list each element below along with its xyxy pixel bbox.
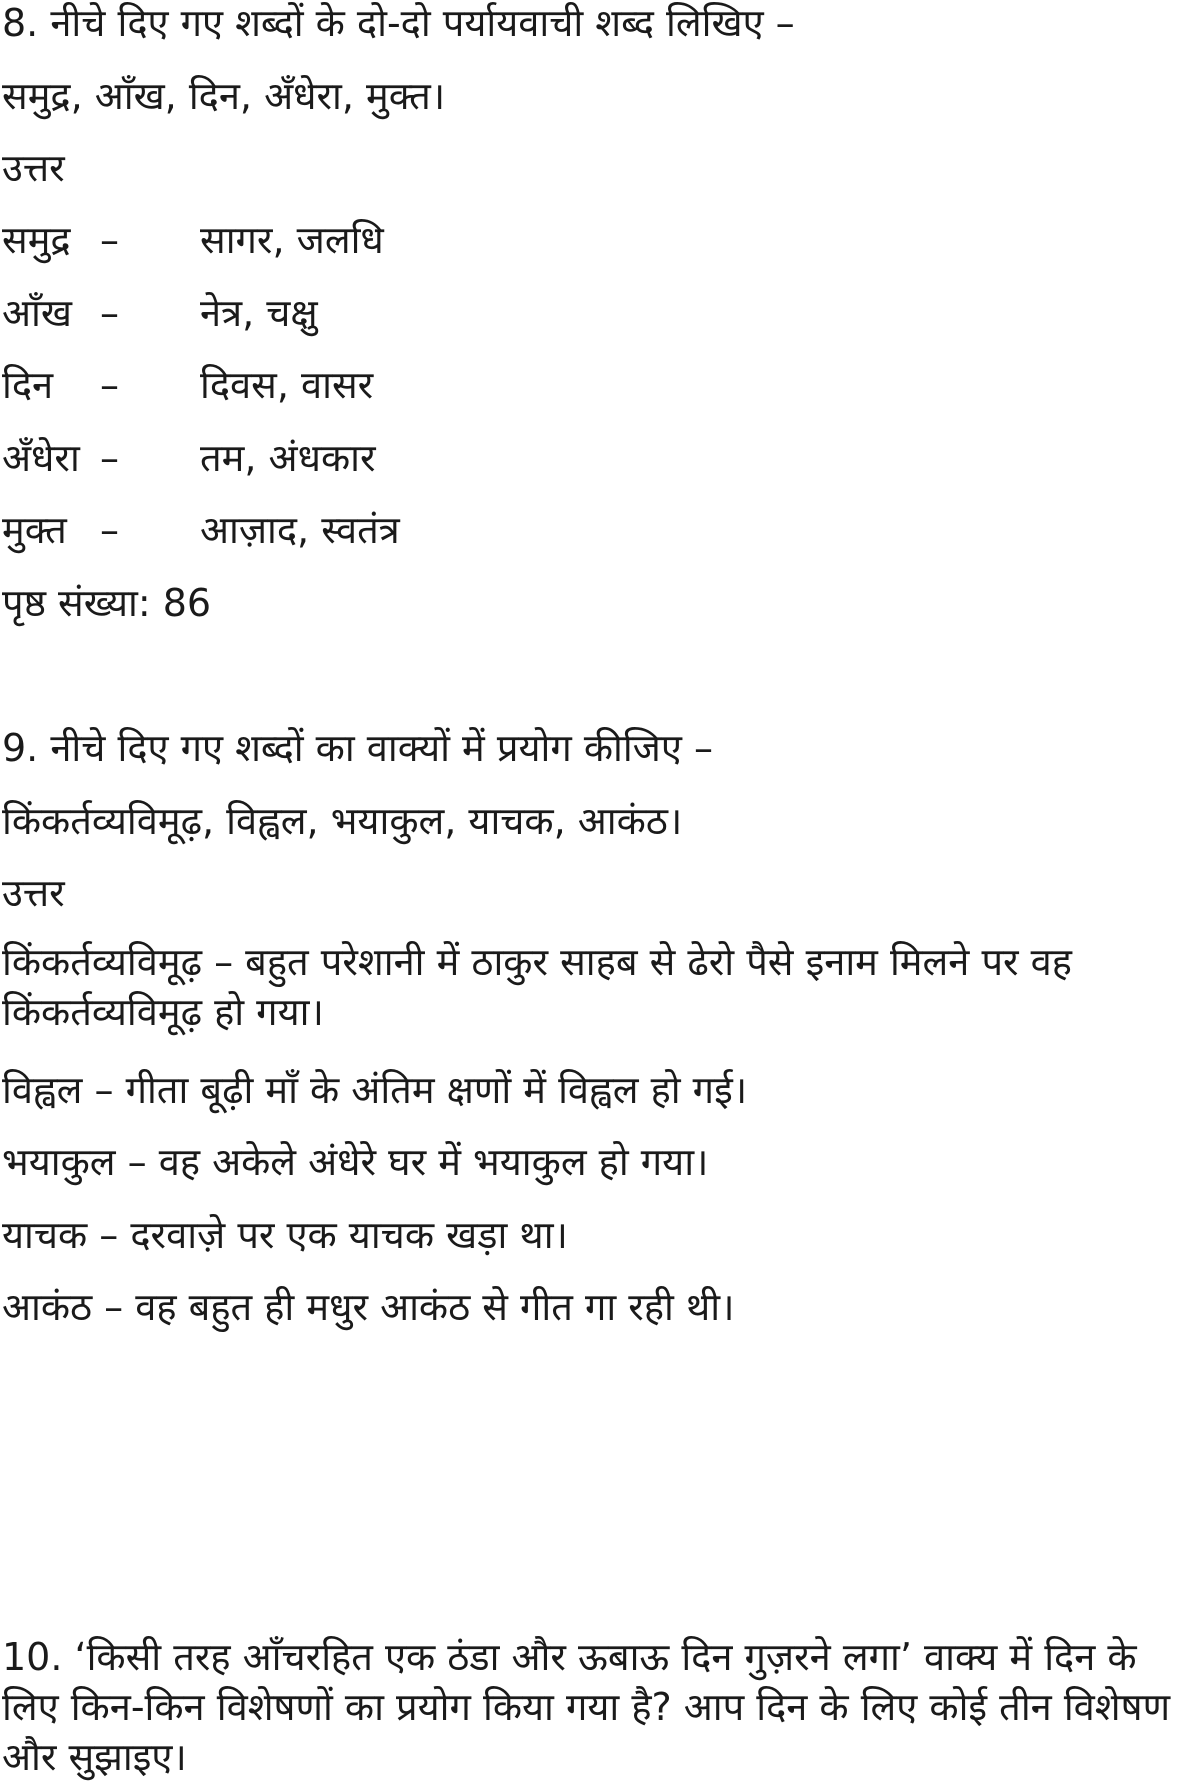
q8-question: 8. नीचे दिए गए शब्दों के दो-दो पर्यायवाची शब्द लिखिए – <box>2 1 795 45</box>
synonym-term: मुक्त <box>2 508 67 552</box>
synonym-values: आज़ाद, स्वतंत्र <box>200 508 400 552</box>
synonym-values: दिवस, वासर <box>200 363 374 407</box>
synonym-dash: – <box>100 508 119 552</box>
q9-answer-label: उत्तर <box>2 871 65 915</box>
q8-answer-label: उत्तर <box>2 146 65 190</box>
synonym-values: तम, अंधकार <box>200 436 376 480</box>
usage-sentence: भयाकुल – वह अकेले अंधेरे घर में भयाकुल हो गया। <box>2 1140 709 1184</box>
synonym-term: अँधेरा <box>2 436 80 480</box>
synonym-values: नेत्र, चक्षु <box>200 291 318 335</box>
page-number: पृष्ठ संख्या: 86 <box>2 581 212 625</box>
synonym-term: दिन <box>2 363 54 407</box>
q9-words: किंकर्तव्यविमूढ़, विह्वल, भयाकुल, याचक, आकंठ। <box>2 799 683 843</box>
q9-question: 9. नीचे दिए गए शब्दों का वाक्यों में प्रयोग कीजिए – <box>2 726 713 770</box>
q10-question: 10. ‘किसी तरह आँचरहित एक ठंडा और ऊबाऊ दिन गुज़रने लगा’ वाक्य में दिन के लिए किन-किन विशेषणों का प्रयोग किया गया है? आप दिन के लिए कोई तीन विशेषण और सुझाइए। <box>2 1635 1171 1779</box>
usage-sentence: आकंठ – वह बहुत ही मधुर आकंठ से गीत गा रही थी। <box>2 1285 735 1329</box>
usage-sentence: याचक – दरवाज़े पर एक याचक खड़ा था। <box>2 1213 568 1257</box>
synonym-term: समुद्र <box>2 218 71 262</box>
q8-words: समुद्र, आँख, दिन, अँधेरा, मुक्त। <box>2 74 446 118</box>
synonym-values: सागर, जलधि <box>200 218 384 262</box>
usage-sentence: विह्वल – गीता बूढ़ी माँ के अंतिम क्षणों में विह्वल हो गई। <box>2 1068 748 1112</box>
usage-sentence: किंकर्तव्यविमूढ़ – बहुत परेशानी में ठाकुर साहब से ढेरो पैसे इनाम मिलने पर वह किंकर्तव्यविमूढ़ हो गया। <box>2 940 1072 1034</box>
synonym-dash: – <box>100 363 119 407</box>
synonym-term: आँख <box>2 291 72 335</box>
synonym-dash: – <box>100 218 119 262</box>
synonym-dash: – <box>100 291 119 335</box>
synonym-dash: – <box>100 436 119 480</box>
